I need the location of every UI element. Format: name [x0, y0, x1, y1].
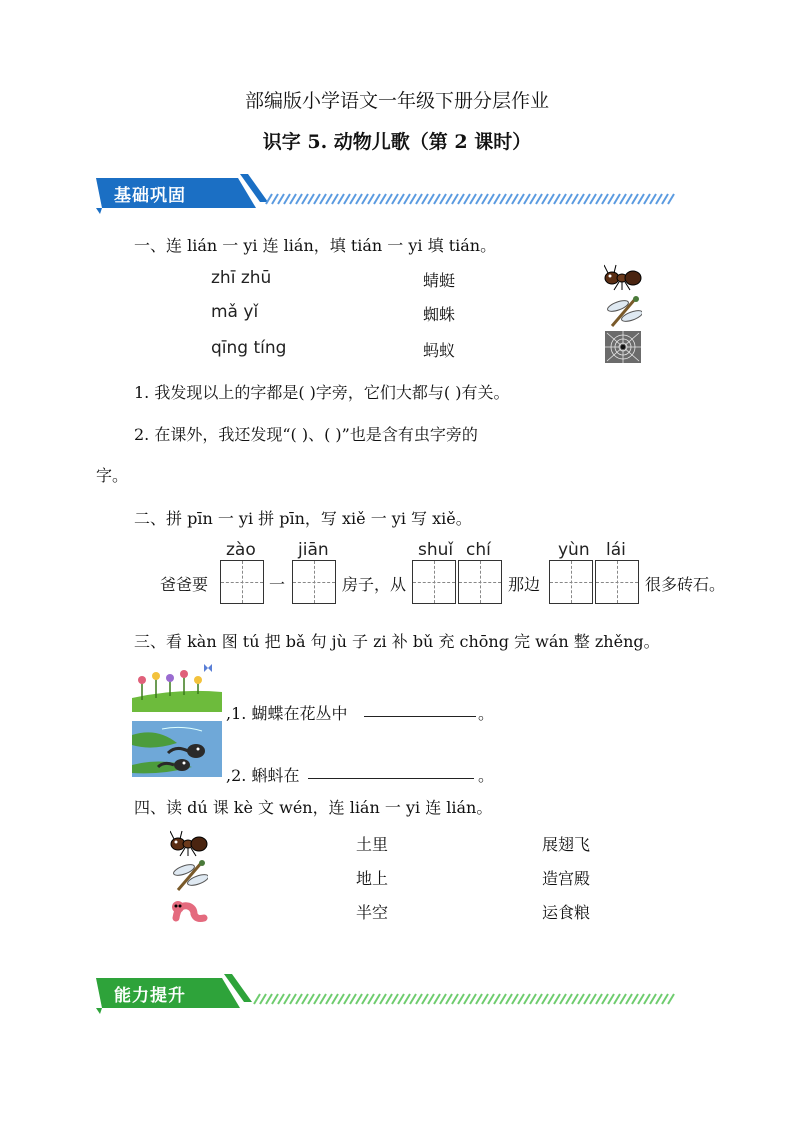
q4-prompt: 四、读 dú 课 kè 文 wén，连 lián 一 yi 连 lián。	[134, 798, 493, 817]
q4-place-2: 地上	[356, 869, 389, 888]
q4-action-1: 展翅飞	[542, 835, 591, 854]
q3-period-2: 。	[478, 766, 495, 785]
banner-advanced-label: 能力提升	[114, 986, 186, 1006]
q2-text-1: 爸爸要	[160, 575, 209, 594]
document-title: 部编版小学语文一年级下册分层作业	[244, 90, 549, 112]
q1-pinyin-2: mǎ yǐ	[211, 302, 259, 322]
q3-period-1: 。	[478, 704, 495, 723]
q2-text-4: 那边	[508, 575, 541, 594]
q2-pinyin-shui: shuǐ	[418, 540, 454, 560]
q1-pinyin-1: zhī zhū	[211, 268, 272, 288]
lesson-subtitle: 识字 5. 动物儿歌（第 2 课时）	[262, 131, 532, 153]
q1-sub2-continued: 字。	[96, 466, 129, 485]
banner-basic-label: 基础巩固	[114, 186, 186, 206]
q2-write-box-zao[interactable]	[220, 560, 264, 604]
ant-icon	[170, 829, 208, 857]
q2-write-box-shui[interactable]	[412, 560, 456, 604]
q1-word-2: 蜘蛛	[423, 305, 456, 324]
q2-pinyin-yun: yùn	[558, 540, 590, 560]
q2-pinyin-jian: jiān	[298, 540, 329, 560]
q2-pinyin-zao: zào	[226, 540, 256, 560]
q3-answer-line-2[interactable]	[308, 778, 474, 779]
q3-sentence-1: ,1. 蝴蝶在花丛中	[226, 704, 348, 723]
earthworm-icon	[172, 896, 208, 924]
q2-write-box-jian[interactable]	[292, 560, 336, 604]
spider-web-icon	[605, 331, 641, 363]
q4-action-3: 运食粮	[542, 903, 591, 922]
q2-write-box-yun[interactable]	[549, 560, 593, 604]
q4-action-2: 造宫殿	[542, 869, 591, 888]
q1-sub2: 2. 在课外，我还发现“( )、( )”也是含有虫字旁的	[134, 425, 478, 444]
q4-place-3: 半空	[356, 903, 389, 922]
tadpoles-icon	[132, 721, 222, 777]
q1-word-1: 蜻蜓	[423, 271, 456, 290]
q3-prompt: 三、看 kàn 图 tú 把 bǎ 句 jù 子 zi 补 bǔ 充 chōng 完 wán 整 zhěng。	[134, 632, 660, 651]
q2-write-box-chi[interactable]	[458, 560, 502, 604]
q2-pinyin-chi: chí	[466, 540, 491, 560]
q3-answer-line-1[interactable]	[364, 716, 476, 717]
q1-word-3: 蚂蚁	[423, 341, 456, 360]
section-banner-advanced	[96, 970, 676, 1014]
q2-prompt: 二、拼 pīn 一 yi 拼 pīn，写 xiě 一 yi 写 xiě。	[134, 509, 472, 528]
dragonfly-icon	[172, 860, 208, 892]
q2-text-2: 一	[269, 575, 286, 594]
q1-sub1: 1. 我发现以上的字都是( )字旁，它们大都与( )有关。	[134, 383, 510, 402]
flowers-butterfly-icon	[132, 660, 222, 712]
q2-text-3: 房子，从	[342, 575, 407, 594]
q1-prompt: 一、连 lián 一 yi 连 lián，填 tián 一 yi 填 tián。	[134, 236, 497, 255]
q2-text-5: 很多砖石。	[645, 575, 726, 594]
q2-write-box-lai[interactable]	[595, 560, 639, 604]
ant-icon	[604, 263, 642, 291]
section-banner-basic	[96, 170, 676, 214]
q1-pinyin-3: qīng tíng	[211, 338, 287, 358]
q4-place-1: 土里	[356, 835, 389, 854]
q3-sentence-2: ,2. 蝌蚪在	[226, 766, 300, 785]
q2-pinyin-lai: lái	[606, 540, 626, 560]
dragonfly-icon	[606, 296, 642, 328]
